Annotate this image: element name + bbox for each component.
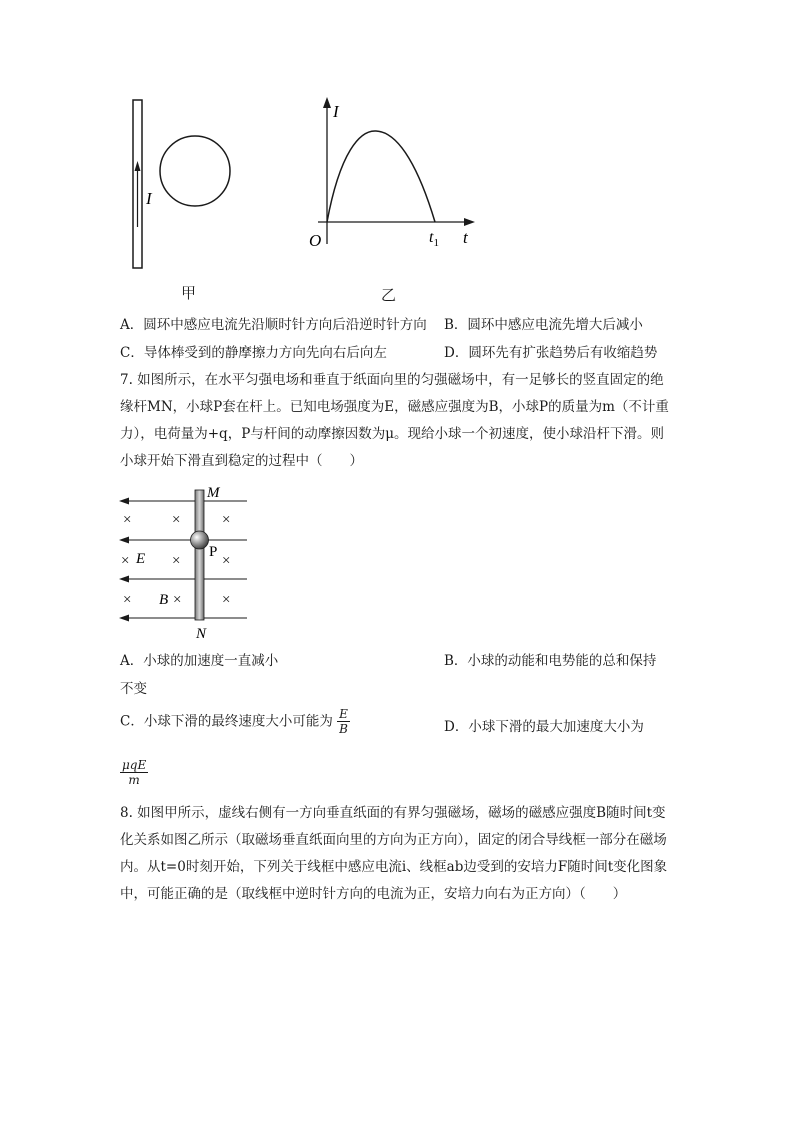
magnetic-cross: × xyxy=(172,553,181,569)
label-m: M xyxy=(207,485,220,501)
fraction-muqe-over-m xyxy=(120,758,148,787)
label-p: P xyxy=(209,544,218,560)
current-arrow-head xyxy=(135,161,141,171)
label-b: B xyxy=(159,592,169,608)
magnetic-cross: × xyxy=(222,512,231,528)
insulating-rod xyxy=(195,490,204,620)
magnetic-cross: × xyxy=(222,553,231,569)
y-axis-arrow xyxy=(323,97,331,108)
q6-option-d: D．圆环先有扩张趋势后有收缩趋势 xyxy=(444,345,658,361)
metal-ring xyxy=(160,136,230,206)
q7-option-d: D．小球下滑的最大加速度大小为 xyxy=(444,719,644,735)
label-n: N xyxy=(196,626,207,642)
y-axis-label: I xyxy=(333,102,339,121)
q6-option-c: C．导体棒受到的静摩擦力方向先向右后向左 xyxy=(120,345,387,361)
magnetic-cross: × xyxy=(121,553,130,569)
q7-option-b-line1: B．小球的动能和电势能的总和保持 xyxy=(444,653,657,669)
q8-stem: 8. 如图甲所示，虚线右侧有一方向垂直纸面的有界匀强磁场，磁场的磁感应强度B随时间t变化关系如图乙所示（取磁场垂直纸面向里的方向为正方向），固定的闭合导线框一部分在磁场内。从t=0时刻开始，下列关于线框中感应电流i、线框ab边受到的安培力F随时间t变化图象中，可能正确的是（取线框中逆时针方向的电流为正，安培力向右为正方向）（ ） xyxy=(120,805,668,902)
figure-jia-caption: 甲 xyxy=(181,284,197,302)
magnetic-cross: × xyxy=(173,592,182,608)
fraction-numerator: μqE xyxy=(122,758,147,772)
ball-p xyxy=(191,531,209,549)
label-e: E xyxy=(136,551,146,567)
current-label: I xyxy=(146,189,152,208)
q7-option-c-text: C．小球下滑的最终速度大小可能为 xyxy=(120,713,333,730)
current-curve xyxy=(327,131,435,222)
q6-option-a: A．圆环中感应电流先沿顺时针方向后沿逆时针方向 xyxy=(120,317,427,333)
fraction-denominator: B xyxy=(339,722,348,736)
q7-option-a: A．小球的加速度一直减小 xyxy=(120,653,279,669)
q7-option-c xyxy=(120,707,350,736)
fraction-e-over-b xyxy=(337,707,350,736)
x-axis-label: t xyxy=(463,228,468,247)
q7-stem: 7. 如图所示，在水平匀强电场和垂直于纸面向里的匀强磁场中，有一足够长的竖直固定的绝缘杆MN，小球P套在杆上。已知电场强度为E，磁感应强度为B，小球P的质量为m（不计重力），电荷量为+q，P与杆间的动摩擦因数为μ。现给小球一个初速度，使小球沿杆下滑。则小球开始下滑直到稳定的过程中（ ） xyxy=(120,372,669,469)
fraction-denominator: m xyxy=(128,773,140,787)
q7-option-d-fraction xyxy=(120,758,148,787)
magnetic-cross: × xyxy=(172,512,181,528)
magnetic-cross: × xyxy=(123,512,132,528)
figure-yi-graph xyxy=(300,92,490,262)
q6-option-b: B．圆环中感应电流先增大后减小 xyxy=(444,317,643,333)
origin-label: O xyxy=(309,231,322,250)
magnetic-cross: × xyxy=(123,592,132,608)
magnetic-cross: × xyxy=(222,592,231,608)
q7-figure xyxy=(115,480,255,645)
figure-jia xyxy=(120,95,260,280)
t1-label: $t_1$ xyxy=(429,229,439,249)
fraction-numerator: E xyxy=(337,707,350,722)
figure-yi-caption: 乙 xyxy=(381,286,397,304)
x-axis-arrow xyxy=(464,218,475,226)
q7-option-b-line2: 不变 xyxy=(120,681,147,697)
